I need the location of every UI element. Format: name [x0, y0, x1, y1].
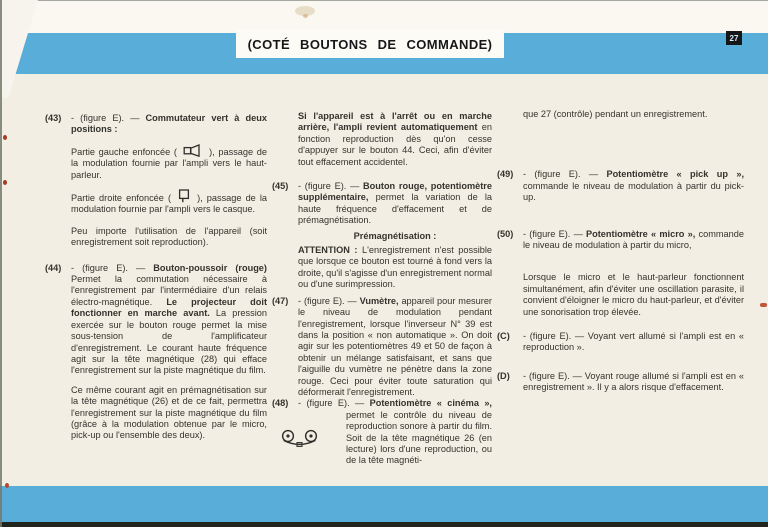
section-title: (COTÉ BOUTONS DE COMMANDE): [247, 36, 493, 52]
top-paper-strip: [0, 0, 768, 33]
bottom-blue-band: [0, 486, 768, 523]
body-text: - (figure E). — Voyant vert allumé si l'ampli est en « reproduction ».: [523, 331, 744, 353]
manual-entry: [272, 296, 492, 399]
bold-text: Potentiomètre « cinéma »,: [369, 398, 492, 409]
body-text: - (figure E). —: [523, 169, 607, 180]
entry-number: (44): [45, 262, 62, 273]
paragraph: [497, 109, 744, 120]
entry-number: (45): [272, 181, 289, 192]
entry-text: [523, 229, 744, 252]
bottom-scan-edge: [0, 522, 768, 527]
manual-entry: [45, 263, 267, 377]
body-text: commande le niveau de modulation à partir du pick-up.: [523, 180, 744, 203]
column-middle: [272, 111, 492, 467]
body-text: Ce même courant agit en prémagnétisation sur la tête magnétique (26) et de ce fait, permettra l'enregistrement sur la piste magnétique du film (grâce à la modulation obtenue par le micro, pick-up ou l'ensemble des deux).: [71, 384, 267, 441]
body-text: - (figure E). — Voyant rouge allumé si l'ampli est en « enregistrement ». Il y a alors risque d'effacement.: [523, 370, 744, 393]
body-text: - (figure E). —: [71, 262, 154, 273]
entry-text: [71, 113, 267, 136]
body-text: Partie gauche enfoncée (: [71, 146, 181, 157]
left-scan-edge: [0, 0, 2, 527]
scan-speck: [3, 180, 7, 185]
body-text: Lorsque le micro et le haut-parleur fonctionnent simultanément, afin d'éviter une oscillation parasite, il convient d'éloigner le micro du haut-parleur, et d'éviter une sonorisation trop élevée.: [523, 272, 744, 317]
body-text: Permet la commutation nécessaire à l'enregistrement par l'intermédiaire d'un relais électro-magnétique.: [71, 274, 267, 307]
body-text: permet le contrôle du niveau de reproduction sonore à partir du film. Soit de la tête magnétique 26 (en lecture) lors d'une reproduction, ou de la tête magnéti-: [346, 409, 492, 466]
scan-speck: [760, 303, 767, 307]
bold-text: Bouton rouge, potentiomètre supplémentaire,: [298, 181, 492, 203]
paragraph: [45, 189, 267, 216]
body-text: ), passage de la modulation fournie par l'ampli vers le casque.: [71, 193, 267, 215]
body-text: Peu importe l'utilisation de l'appareil (soit enregistrement soit reproduction).: [71, 225, 267, 248]
bold-text: Le projecteur doit fonctionner en marche avant.: [71, 296, 267, 319]
paragraph: [497, 272, 744, 318]
body-text: Partie droite enfoncée (: [71, 193, 176, 204]
body-text: que 27 (contrôle) pendant un enregistrement.: [523, 109, 708, 119]
entry-text: [298, 181, 492, 227]
entry-number: (50): [497, 228, 514, 239]
scan-edge-line: [0, 0, 768, 1]
body-text: - (figure E). —: [298, 181, 364, 192]
body-text: - (figure E). —: [298, 295, 360, 306]
section-title-box: [236, 30, 504, 58]
bold-text: Bouton-poussoir (rouge): [153, 262, 267, 273]
body-text: - (figure E). —: [71, 113, 146, 123]
paragraph: [272, 245, 492, 291]
body-text: L'enregistrement n'est possible que lorsque ce bouton est tourné à fond vers la droite, qu'il s'agisse d'un enregistrement normal ou d'une surimpression.: [298, 245, 492, 290]
paragraph: [45, 385, 267, 442]
column-right: [497, 109, 744, 394]
entry-number: (47): [272, 295, 289, 306]
body-text: La pression exercée sur le bouton rouge permet la mise sous-tension de l'amplificateur d'enregistrement. Le courant haute fréquence agit sur la tête magnétique (28) qui efface l'enregistrement sur la piste magnétique du film.: [71, 308, 267, 376]
body-text: appareil pour mesurer le niveau de modulation pendant l'enregistrement, lorsque l'inverseur N° 39 est dans la position « non automatique ». On doit agir sur les potentiomètres 49 et 50 de façon à obtenir un mélange satisfaisant, et sans que l'aiguille du vumètre ne pénètre dans la zone rouge. Ceci pour éviter toute saturation qui déformerait l'enregistrement.: [298, 295, 492, 397]
bold-text: ATTENTION :: [298, 245, 358, 256]
manual-entry: [272, 398, 492, 466]
column-left: [45, 113, 267, 442]
entry-number: (D): [497, 370, 510, 381]
scan-speck: [3, 135, 7, 140]
paragraph: [272, 111, 492, 168]
entry-text: [523, 371, 744, 394]
manual-entry: [497, 229, 744, 252]
bold-text: Potentiomètre « pick up »,: [606, 169, 744, 180]
paragraph: [45, 226, 267, 249]
entry-text: [71, 263, 267, 377]
scan-speck: [5, 483, 9, 488]
headphone-icon: [175, 189, 193, 203]
speaker-icon: [181, 144, 206, 157]
paragraph: [45, 144, 267, 181]
manual-entry: [45, 113, 267, 136]
entry-text: [298, 398, 492, 466]
bold-text: Commutateur vert à deux positions :: [71, 113, 267, 135]
body-text: - (figure E). —: [298, 398, 370, 409]
entry-text: [298, 296, 492, 399]
manual-entry: [497, 331, 744, 354]
section-heading: Prémagnétisation :: [353, 230, 437, 241]
scan-stain: [303, 14, 308, 18]
entry-number: (43): [45, 113, 62, 123]
entry-number: (48): [272, 398, 289, 409]
entry-number: (C): [497, 331, 510, 342]
manual-entry: [497, 169, 744, 203]
film-reels-icon: [280, 428, 320, 450]
bold-text: Potentiomètre « micro »,: [586, 228, 696, 239]
entry-number: (49): [497, 169, 514, 180]
entry-text: [523, 169, 744, 203]
body-text: commande le niveau de modulation à partir du micro,: [523, 228, 744, 251]
body-text: en fonction reproduction dès qu'on cesse d'appuyer sur le bouton 44. Ceci, afin d'éviter tout effacement accidentel.: [298, 122, 492, 167]
bold-text: Vumètre,: [359, 295, 399, 306]
page-number-badge: 27: [726, 31, 742, 45]
body-text: ), passage de la modulation fournie par l'ampli vers le haut-parleur.: [71, 146, 267, 180]
bold-text: Si l'appareil est à l'arrêt ou en marche arrière, l'ampli revient automatiquement: [298, 111, 492, 133]
body-text: permet la variation de la haute fréquence d'effacement et de prémagnétisation.: [298, 192, 492, 226]
entry-text: [523, 331, 744, 354]
manual-entry: [497, 371, 744, 394]
body-text: - (figure E). —: [523, 228, 586, 239]
manual-entry: [272, 181, 492, 227]
